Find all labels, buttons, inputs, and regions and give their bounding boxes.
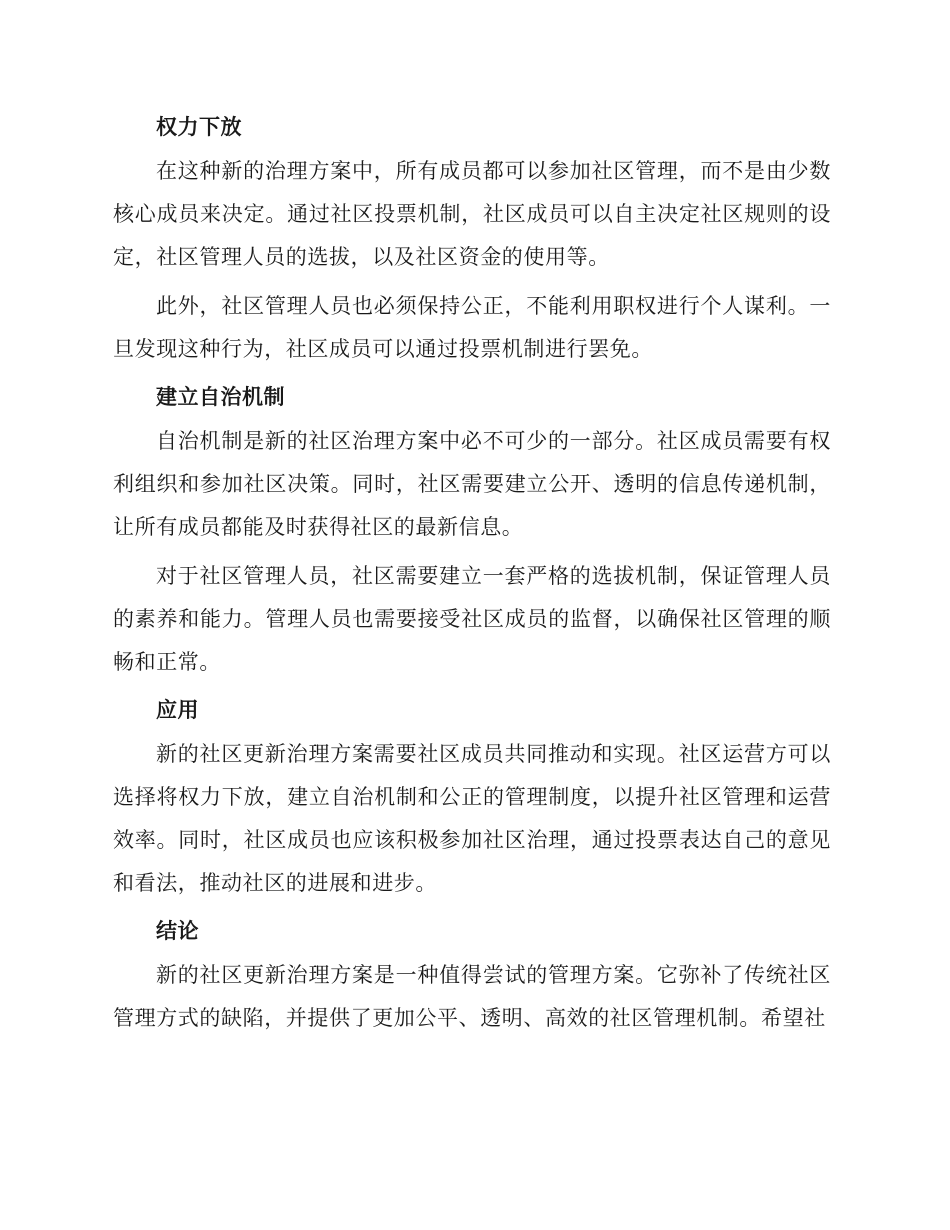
section-self-governance [113,377,831,684]
paragraph: 此外，社区管理人员也必须保持公正，不能利用职权进行个人谋利。一旦发现这种行为，社区成员可以通过投票机制进行罢免。 [113,294,831,361]
paragraph: 在这种新的治理方案中，所有成员都可以参加社区管理，而不是由少数核心成员来决定。通过社区投票机制，社区成员可以自主决定社区规则的设定，社区管理人员的选拔，以及社区资金的使用等。 [113,159,831,269]
section-application [113,690,831,905]
section-heading: 应用 [156,698,199,722]
section-heading: 权力下放 [156,115,242,139]
document-page [113,107,831,1046]
paragraph: 自治机制是新的社区治理方案中必不可少的一部分。社区成员需要有权利组织和参加社区决策。同时，社区需要建立公开、透明的信息传递机制，让所有成员都能及时获得社区的最新信息。 [113,429,831,539]
paragraph: 对于社区管理人员，社区需要建立一套严格的选拔机制，保证管理人员的素养和能力。管理人员也需要接受社区成员的监督，以确保社区管理的顺畅和正常。 [113,564,831,674]
section-heading: 结论 [156,919,199,943]
paragraph: 新的社区更新治理方案是一种值得尝试的管理方案。它弥补了传统社区管理方式的缺陷，并提供了更加公平、透明、高效的社区管理机制。希望社 [113,963,831,1030]
section-heading: 建立自治机制 [156,385,285,409]
section-conclusion [113,911,831,1040]
paragraph: 新的社区更新治理方案需要社区成员共同推动和实现。社区运营方可以选择将权力下放，建立自治机制和公正的管理制度，以提升社区管理和运营效率。同时，社区成员也应该积极参加社区治理，通过投票表达自己的意见和看法，推动社区的进展和进步。 [113,742,831,895]
section-power-decentralization [113,107,831,371]
